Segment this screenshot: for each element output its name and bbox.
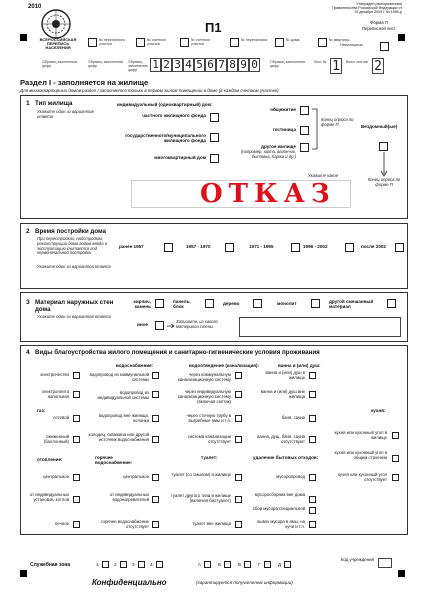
q1-end-survey-n: Конец опроса по форме П [367, 177, 401, 187]
q3-checkbox-mixed[interactable] [387, 299, 396, 308]
q4-waste-title: удаление бытовых отходов: [253, 455, 319, 460]
q4-left-gas: газ: [37, 408, 46, 413]
top-field-6: № квартиры [329, 38, 350, 42]
q4-col-sewer: водоотведение (канализация): [189, 363, 260, 368]
q4-waste-1-checkbox[interactable] [309, 474, 316, 481]
confidential-title: Конфиденциально [92, 578, 167, 587]
q2-checkbox-5[interactable] [395, 243, 404, 252]
corner-marker-tl [20, 34, 27, 41]
q4-hot-water-1: центральное [123, 474, 149, 479]
sample-digit-6: 6 [205, 58, 216, 72]
sample-label-mid: Образец заполнения цифр [88, 60, 124, 69]
q3-checkbox-other[interactable] [155, 321, 164, 330]
q4-sewer-4-checkbox[interactable] [235, 436, 242, 443]
q4-left-electricity: электричество [39, 372, 69, 377]
zone-box-4[interactable] [156, 561, 163, 568]
q1-section [20, 95, 408, 219]
q4-waste-4-checkbox[interactable] [309, 521, 316, 528]
q4-water-1-checkbox[interactable] [152, 372, 159, 379]
sample-digit-2: 2 [161, 58, 172, 72]
q4-toilet-2-checkbox[interactable] [235, 496, 242, 503]
q1-opt-hotel: гостиница [272, 127, 296, 132]
q3-checkbox-brick[interactable] [155, 299, 164, 308]
top-field-3: № счетного участка [191, 38, 211, 47]
sample-digit-5: 5 [194, 58, 205, 72]
q2-title: Время постройки дома [35, 228, 106, 235]
corner-marker-br [398, 570, 405, 577]
q4-bath-4: ванна, душ, баня, сауна отсутствуют [257, 434, 305, 444]
q4-kitchen-1-checkbox[interactable] [392, 432, 399, 439]
participant-box-4[interactable] [230, 38, 239, 47]
q4-eplate-checkbox[interactable] [73, 391, 80, 398]
sample-digit-3: 3 [172, 58, 183, 72]
q4-sewer-1-checkbox[interactable] [235, 372, 242, 379]
sample-digit-8: 8 [227, 58, 238, 72]
q4-toilet-2: туалет другого типа в жилище (включая биотуалет) [170, 493, 231, 503]
sample-label-right: Образец заполнения цифр [128, 60, 148, 73]
q3-specify-label: Запишите, из какого материала стены [176, 319, 218, 329]
sample-digit-7: 7 [216, 58, 227, 72]
q1-opt-other: другое жилище [261, 144, 296, 149]
zone-num-2: 2 [114, 562, 117, 567]
form-title: П1 [205, 20, 222, 35]
q4-water-3-checkbox[interactable] [152, 415, 159, 422]
q4-left-eplate: электроплита напольная [41, 389, 69, 399]
sample-digit-1: 1 [150, 58, 161, 72]
approval-note: Утвержден распоряжением Правительства Российской Федерации от 15 декабря 2009 г. № 1980-р [332, 2, 402, 15]
top-field-4: № переписчика [241, 38, 268, 42]
homeless-label: Нежилищные [340, 43, 363, 47]
arrow-right-icon [167, 323, 175, 329]
q4-toilet-title: туалет: [201, 455, 218, 460]
q3-checkbox-wood[interactable] [253, 299, 262, 308]
zone-letter-v: В [238, 562, 242, 567]
q4-section [20, 345, 408, 535]
participant-box-2[interactable] [136, 38, 145, 47]
q4-waste-3-checkbox[interactable] [309, 507, 316, 514]
q1-hotel-checkbox[interactable] [300, 126, 309, 135]
sheet-label: Переписной лист [362, 26, 396, 31]
zone-box-3[interactable] [138, 561, 145, 568]
q4-bath-2-checkbox[interactable] [309, 391, 316, 398]
q1-opt-multi: многоквартирный дом [154, 155, 206, 160]
census-logo [40, 8, 72, 40]
q4-water-2: водопровод из индивидуальной системы [97, 390, 149, 400]
zone-num-4: 4 [150, 562, 153, 567]
q4-heat-central-checkbox[interactable] [73, 474, 80, 481]
q2-section [20, 223, 408, 289]
q4-heat-stove-checkbox[interactable] [73, 521, 80, 528]
q1-dormitory-checkbox[interactable] [300, 106, 309, 115]
q4-electricity-checkbox[interactable] [73, 372, 80, 379]
q4-sewer-2-checkbox[interactable] [235, 391, 242, 398]
q4-hot-water-1-checkbox[interactable] [152, 474, 159, 481]
confidential-note: (гарантируется получателем информации) [196, 580, 293, 585]
corner-marker-bl [20, 570, 27, 577]
q4-sewer-4: система канализации отсутствует [187, 434, 231, 444]
q2-number: 2 [26, 228, 30, 235]
refusal-stamp: ОТКАЗ [200, 179, 336, 209]
q3-specify-field[interactable] [239, 317, 401, 337]
q1-private-checkbox[interactable] [210, 113, 219, 122]
q4-bath-1: ванна и (или) душ в жилище [265, 370, 305, 380]
q3-number: 3 [26, 299, 30, 306]
q4-gas-net-checkbox[interactable] [73, 415, 80, 422]
q1-other-examples: (например, юрта, вагончик, бытовка, баржа и др.) [240, 149, 296, 159]
q4-toilet-3: туалет вне жилища [192, 521, 231, 526]
sample-digit-4: 4 [183, 58, 194, 72]
q4-kitchen-3-checkbox[interactable] [392, 474, 399, 481]
zone-num-3: 3 [132, 562, 135, 567]
q4-sewer-3-checkbox[interactable] [235, 415, 242, 422]
q4-left-heat-stove: печное [55, 521, 69, 526]
q4-toilet-1-checkbox[interactable] [235, 474, 242, 481]
top-field-1: № переписного участка [99, 38, 125, 47]
q4-waste-2-checkbox[interactable] [309, 496, 316, 503]
form-label: Форма П [370, 20, 389, 25]
q3-opt-other: иное [137, 322, 148, 327]
q2-opt-3: 1971 - 1995 [249, 244, 274, 249]
q4-left-gas-net: сетевой [53, 415, 69, 420]
q2-checkbox-3[interactable] [291, 243, 300, 252]
q4-left-gas-bottle: сжиженный (баллонный) [43, 434, 69, 444]
q1-hint: Укажите один из вариантов ответа [37, 109, 94, 119]
top-field-5: № дома [286, 38, 300, 42]
q4-title: Виды благоустройства жилого помещения и санитарно-гигиенические условия проживания [35, 349, 320, 356]
q4-heat-ind-checkbox[interactable] [73, 496, 80, 503]
q1-end-survey-p: Конец опроса по форме П [321, 117, 354, 127]
q4-hot-water-3: горячее водоснабжение отсутствует [101, 519, 149, 529]
logo-year: 2010 [28, 4, 42, 10]
q4-kitchen-2-checkbox[interactable] [392, 455, 399, 462]
arrow-down-icon [380, 152, 388, 178]
q2-checkbox-1[interactable] [164, 243, 173, 252]
participant-box-5[interactable] [275, 38, 284, 47]
q1-opt-dormitory: общежитие [270, 107, 296, 112]
top-field-2: № счетного участка [147, 38, 167, 47]
q4-waste-4: вывоз мусора в ямы, на кучи и т.п. [257, 519, 305, 529]
q4-sewer-3: через сточную трубу в выгребные ямы и т.п. [186, 413, 231, 423]
q4-bath-2: ванна и (или) душ вне жилища [260, 389, 305, 399]
q4-kitchen-3: кухня или кухонный угол отсутствует [337, 472, 387, 482]
q4-hot-water-2-checkbox[interactable] [152, 496, 159, 503]
zone-letter-a: А [198, 562, 202, 567]
q3-opt-panel: панель, блок [173, 299, 191, 309]
zone-letter-d: Д [278, 562, 282, 567]
q2-opt-5: после 2002 [361, 244, 386, 249]
logo-caption: ВСЕРОССИЙСКАЯ ПЕРЕПИСЬ НАСЕЛЕНИЯ [39, 37, 77, 51]
corner-marker-tr [398, 34, 405, 41]
q1-specify-label: Укажите какое [308, 173, 339, 178]
q3-checkbox-monolith[interactable] [311, 299, 320, 308]
q4-water-3: водопровод вне жилища, колонка [98, 413, 149, 423]
zone-box-g[interactable] [264, 561, 271, 568]
q4-number: 4 [26, 349, 30, 356]
section1-title: Раздел I - заполняется на жилище [20, 78, 149, 87]
q1-opt-individual: индивидуальный (одноквартирный) дом: [117, 102, 213, 107]
service-zone-label: Служебная зона [30, 562, 71, 568]
q3-hint: Укажите один из вариантов ответа [37, 314, 111, 319]
q1-opt-homeless: Бездомный(ые) [361, 124, 398, 129]
participant-box-1[interactable] [88, 38, 97, 47]
sheet-total-label: Всего листов [346, 60, 368, 64]
q1-multi-checkbox[interactable] [210, 154, 219, 163]
q4-left-heat-central: центральное [43, 474, 69, 479]
q2-opt-4: 1996 - 2002 [303, 244, 328, 249]
q4-water-4: колодец, скважина или другой источник водоснабжения [88, 432, 149, 442]
code-field[interactable] [378, 558, 392, 568]
q3-section [20, 292, 408, 342]
q4-bath-1-checkbox[interactable] [309, 372, 316, 379]
q4-left-heat-ind: от индивидуальных установок, котлов [29, 492, 69, 502]
section1-subtitle: Для многоквартирных домов раздел I заполняется только в первом жилом помещении в доме (в каждом счетном участке) [20, 88, 279, 93]
participant-box-6[interactable] [318, 38, 327, 47]
zone-box-v[interactable] [244, 561, 251, 568]
q4-gas-bottle-checkbox[interactable] [73, 436, 80, 443]
q4-kitchen-1: кухня или кухонный угол в жилище [334, 430, 387, 440]
q3-opt-wood: дерево [223, 301, 240, 306]
q4-left-heating: отопление: [37, 457, 63, 462]
q1-state-checkbox[interactable] [210, 133, 219, 142]
census-logo-icon [40, 8, 72, 40]
q4-bath-4-checkbox[interactable] [309, 436, 316, 443]
code-label: Код учреждения [340, 557, 374, 562]
q4-col-water: водоснабжение: [116, 363, 154, 368]
q4-sewer-1: через коммунальную канализационную систему [177, 372, 231, 382]
homeless-box[interactable] [380, 42, 389, 51]
q3-title: Материал наружных стен дома [35, 299, 114, 313]
sheet-total-box[interactable]: 2 [372, 58, 384, 74]
q3-opt-mixed: другой смешанный материал [329, 299, 374, 309]
q2-opt-1: ранее 1957 [119, 244, 144, 249]
q4-toilet-3-checkbox[interactable] [235, 521, 242, 528]
q4-waste-3: сбор мусора специальной [252, 506, 305, 511]
q1-other-checkbox[interactable] [300, 143, 309, 152]
q4-bath-3-checkbox[interactable] [309, 415, 316, 422]
q1-bracket-icon [311, 108, 321, 150]
q2-opt-2: 1957 - 1970 [186, 244, 211, 249]
q1-title: Тип жилища [35, 100, 73, 107]
q1-opt-state: государственного/муниципального жилищного фонда [125, 133, 206, 143]
sample-label-after: Образец заполнения цифр [270, 60, 306, 69]
q4-kitchen-title: кухня: [371, 408, 386, 413]
zone-box-a[interactable] [204, 561, 211, 568]
q2-checkbox-4[interactable] [345, 243, 354, 252]
q1-opt-private: частного жилищного фонда [142, 113, 206, 118]
zone-letter-b: Б [218, 562, 222, 567]
q4-water-4-checkbox[interactable] [152, 436, 159, 443]
sample-label-left: Образец заполнения цифр [42, 60, 78, 69]
q1-homeless-checkbox[interactable] [379, 142, 388, 151]
participant-box-3[interactable] [180, 38, 189, 47]
sample-digit-9: 9 [238, 58, 249, 72]
q3-checkbox-panel[interactable] [205, 299, 214, 308]
q4-toilet-1: туалет (со смывом) в жилище [171, 472, 231, 477]
sheet-no-box[interactable]: 1 [330, 58, 342, 74]
q2-hint: При перестройках, надстройках, реконструкции дома годом ввода в эксплуатацию считается год первоначальной постройки [37, 236, 107, 256]
zone-num-1: 1 [96, 562, 99, 567]
q4-hot-water-title: горячее водоснабжение: [95, 455, 133, 465]
q4-waste-1: мусоропровод [276, 474, 305, 479]
sheet-no-label: Лист № [314, 60, 327, 64]
q1-specify-field[interactable] [131, 180, 351, 208]
zone-box-b[interactable] [224, 561, 231, 568]
q2-hint2: Укажите один из вариантов ответа [37, 264, 111, 269]
q4-water-2-checkbox[interactable] [152, 391, 159, 398]
q4-hot-water-3-checkbox[interactable] [152, 521, 159, 528]
q4-col-bath: ванна и (или) душ: [278, 363, 321, 368]
sample-digit-0: 0 [249, 58, 260, 72]
zone-box-1[interactable] [102, 561, 109, 568]
q4-waste-2: мусоросборник вне дома [254, 492, 305, 497]
q4-sewer-2: через индивидуальную канализационную систему (включая септик) [177, 389, 231, 404]
q4-kitchen-2: кухня или кухонный угол в общем строении [334, 450, 387, 460]
zone-box-d[interactable] [284, 561, 291, 568]
q4-bath-3: баня, сауна [281, 415, 305, 420]
q1-number: 1 [26, 100, 30, 107]
q2-checkbox-2[interactable] [225, 243, 234, 252]
q3-opt-monolith: монолит [277, 301, 297, 306]
q3-opt-brick: кирпич, камень [133, 299, 151, 309]
zone-box-2[interactable] [120, 561, 127, 568]
zone-letter-g: Г [258, 562, 261, 567]
q4-hot-water-2: от индивидуальных водонагревателей [109, 492, 149, 502]
q4-water-1: водопровод из коммунальной системы [89, 372, 149, 382]
